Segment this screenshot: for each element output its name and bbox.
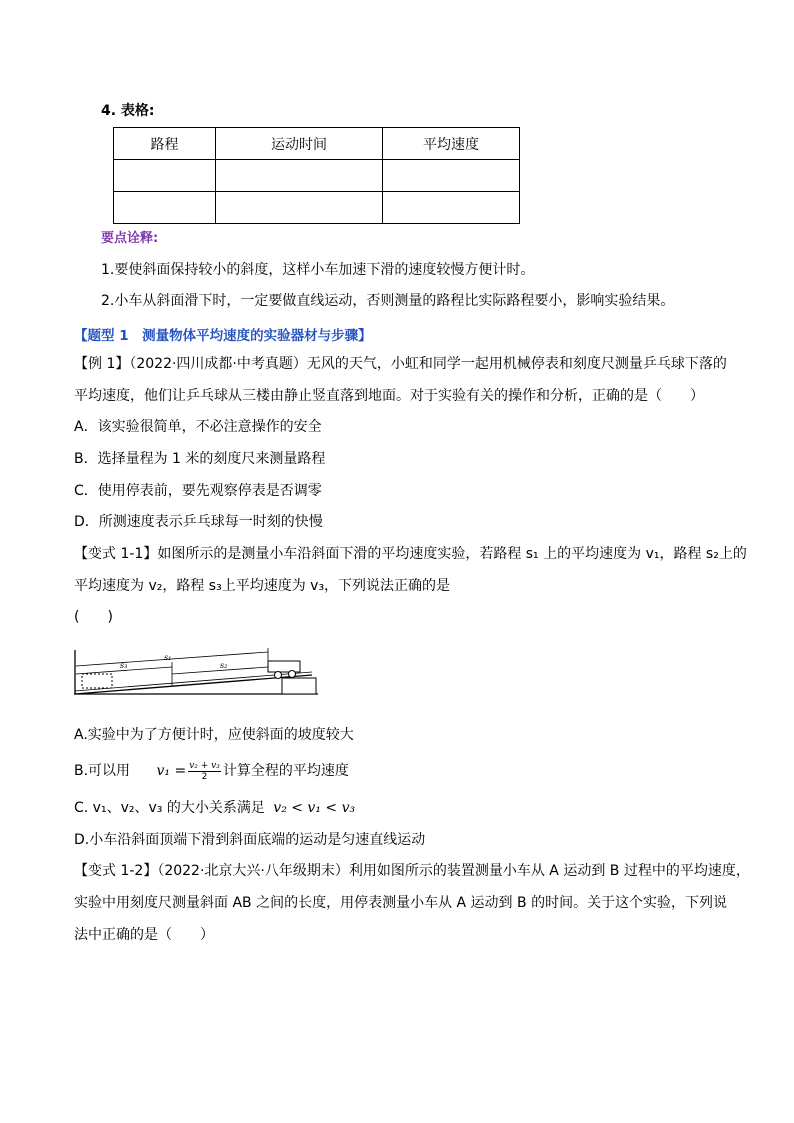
formula-lhs: v₁ =	[156, 763, 187, 779]
table-header-row	[114, 128, 520, 160]
cart-wheel	[289, 671, 296, 678]
option-c	[74, 799, 355, 817]
variant-question: 【变式 1-1】如图所示的是测量小车沿斜面下滑的平均速度实验，若路程 s₁ 上的平均速度为 v₁，路程 s₂上的	[74, 546, 747, 562]
s2-label: s₂	[220, 661, 228, 670]
option-b-suffix: 计算全程的平均速度	[222, 763, 349, 779]
s3-label: s₃	[120, 661, 128, 670]
table-header-cell: 路程	[114, 128, 216, 160]
support-block	[282, 678, 316, 694]
table-cell	[114, 192, 216, 224]
option-b: B．选择量程为 1 米的刻度尺来测量路程	[74, 451, 326, 467]
table-cell	[383, 192, 520, 224]
option-d: D．所测速度表示乒乓球每一时刻的快慢	[74, 514, 323, 530]
cart-wheel	[275, 672, 282, 679]
note-item: 2.小车从斜面滑下时，一定要做直线运动，否则测量的路程比实际路程要小，影响实验结果。	[101, 293, 675, 309]
table-cell	[216, 160, 383, 192]
cart-dashed	[82, 674, 112, 688]
table-cell	[216, 192, 383, 224]
example-question: 平均速度，他们让乒乓球从三楼由静止竖直落到地面。对于实验有关的操作和分析，正确的是（ ）	[74, 388, 704, 404]
option-c-prefix: C. v₁、v₂、v₃ 的大小关系满足	[74, 800, 265, 816]
s1-label: s₁	[164, 653, 172, 662]
table-row	[114, 192, 520, 224]
table-header-cell: 平均速度	[383, 128, 520, 160]
variant-question: 平均速度为 v₂，路程 s₃上平均速度为 v₃，下列说法正确的是	[74, 578, 451, 594]
formula-denominator: 2	[201, 771, 208, 782]
variant-question: 【变式 1-2】（2022·北京大兴·八年级期末）利用如图所示的装置测量小车从 A 运动到 B 过程中的平均速度，	[74, 863, 750, 879]
note-item: 1.要使斜面保持较小的斜度，这样小车加速下滑的速度较慢方便计时。	[101, 262, 535, 278]
formula-numerator: v₂ + v₃	[189, 760, 220, 771]
option-a: A．该实验很简单，不必注意操作的安全	[74, 419, 322, 435]
table-cell	[114, 160, 216, 192]
option-a: A.实验中为了方便计时，应使斜面的坡度较大	[74, 727, 354, 743]
example-question: 【例 1】（2022·四川成都·中考真题）无风的天气，小虹和同学一起用机械停表和刻度尺测量乒乓球下落的	[74, 356, 727, 372]
table-header-cell: 运动时间	[216, 128, 383, 160]
option-d: D.小车沿斜面顶端下滑到斜面底端的运动是匀速直线运动	[74, 832, 426, 848]
notes-title: 要点诠释:	[101, 231, 159, 246]
table-cell	[383, 160, 520, 192]
formula-fraction	[188, 761, 221, 782]
option-b-prefix: B.可以用	[74, 763, 131, 779]
answer-blank: ( )	[74, 609, 113, 625]
section-title: 4. 表格:	[101, 103, 155, 119]
incline-figure	[72, 648, 320, 698]
variant-question: 实验中用刻度尺测量斜面 AB 之间的长度，用停表测量小车从 A 运动到 B 的时间。关于这个实验，下列说	[74, 895, 728, 911]
option-b	[74, 758, 349, 784]
option-c-relation: v₂ < v₁ < v₃	[273, 800, 356, 816]
table-row	[114, 160, 520, 192]
option-c: C．使用停表前，要先观察停表是否调零	[74, 483, 322, 499]
variant-question: 法中正确的是（ ）	[74, 927, 214, 943]
topic-header: 【题型 1 测量物体平均速度的实验器材与步骤】	[74, 328, 372, 344]
cart-body	[268, 661, 300, 672]
data-table	[113, 127, 520, 224]
